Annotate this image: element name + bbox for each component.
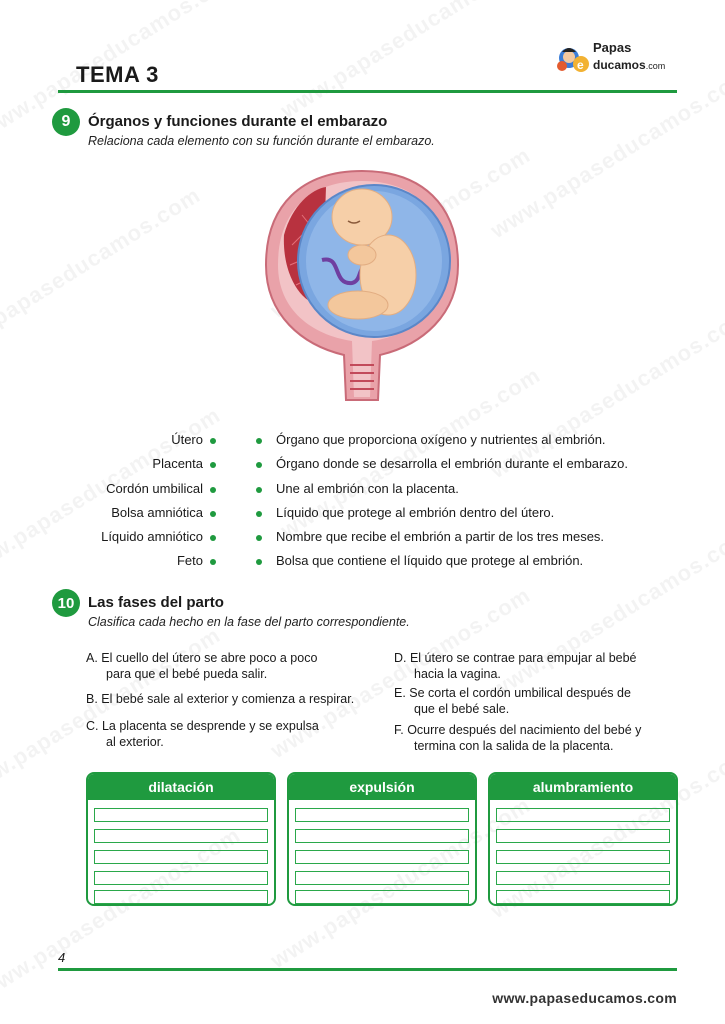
answer-line[interactable] xyxy=(295,871,469,885)
answer-line[interactable] xyxy=(295,808,469,822)
answer-line[interactable] xyxy=(496,871,670,885)
birth-fact-item: B. El bebé sale al exterior y comienza a respirar. xyxy=(86,692,355,706)
answer-line[interactable] xyxy=(496,829,670,843)
match-dot-right[interactable] xyxy=(256,535,262,541)
logo-text-papas: Papas xyxy=(593,40,632,55)
header-divider xyxy=(58,90,677,93)
birth-fact-item: E. Se corta el cordón umbilical después de que el bebé sale. xyxy=(394,686,631,716)
match-term: Cordón umbilical xyxy=(106,481,203,496)
phase-box-alumbramiento xyxy=(488,772,678,906)
match-term: Feto xyxy=(176,553,203,568)
answer-line[interactable] xyxy=(295,829,469,843)
family-logo-icon xyxy=(557,38,591,74)
match-dot-left[interactable] xyxy=(210,511,216,517)
answer-line[interactable] xyxy=(496,808,670,822)
answer-line[interactable] xyxy=(94,808,268,822)
answer-line[interactable] xyxy=(94,890,268,904)
match-definition: Nombre que recibe el embrión a partir de los tres meses. xyxy=(276,529,605,544)
footer-divider xyxy=(58,968,677,971)
birth-fact-item: F. Ocurre después del nacimiento del bebé y termina con la salida de la placenta. xyxy=(394,723,642,753)
match-term: Líquido amniótico xyxy=(101,529,203,544)
answer-line[interactable] xyxy=(94,850,268,864)
answer-line[interactable] xyxy=(94,871,268,885)
phase-box-header: expulsión xyxy=(289,774,475,800)
page-title: TEMA 3 xyxy=(76,62,159,87)
phase-box-dilatacion xyxy=(86,772,276,906)
match-definition: Órgano que proporciona oxígeno y nutrientes al embrión. xyxy=(276,432,606,447)
answer-line[interactable] xyxy=(496,850,670,864)
exercise-title: Órganos y funciones durante el embarazo xyxy=(88,113,388,130)
match-dot-right[interactable] xyxy=(256,511,262,517)
logo-text-educamos: ducamos.com xyxy=(593,58,666,72)
match-term: Placenta xyxy=(152,456,203,471)
phase-box-header: alumbramiento xyxy=(490,774,676,800)
exercise-number-badge: 10 xyxy=(52,589,80,617)
exercise-instructions: Relaciona cada elemento con su función durante el embarazo. xyxy=(88,134,435,148)
match-definition: Une al embrión con la placenta. xyxy=(276,481,459,496)
match-term: Bolsa amniótica xyxy=(111,505,203,520)
page-number: 4 xyxy=(58,950,66,965)
pregnancy-uterus-illustration xyxy=(262,165,462,405)
match-dot-left[interactable] xyxy=(210,487,216,493)
birth-fact-item: D. El útero se contrae para empujar al bebé hacia la vagina. xyxy=(394,651,637,681)
exercise-title: Las fases del parto xyxy=(88,594,224,611)
match-definition: Órgano donde se desarrolla el embrión durante el embarazo. xyxy=(276,456,628,471)
birth-fact-item: C. La placenta se desprende y se expulsa al exterior. xyxy=(86,719,319,749)
match-dot-left[interactable] xyxy=(210,559,216,565)
match-term: Útero xyxy=(171,432,203,447)
match-dot-right[interactable] xyxy=(256,559,262,565)
phase-box-header: dilatación xyxy=(88,774,274,800)
match-definition: Líquido que protege al embrión dentro del útero. xyxy=(276,505,555,520)
match-dot-right[interactable] xyxy=(256,438,262,444)
answer-line[interactable] xyxy=(295,890,469,904)
exercise-number-badge: 9 xyxy=(52,108,80,136)
match-dot-right[interactable] xyxy=(256,487,262,493)
answer-line[interactable] xyxy=(295,850,469,864)
birth-fact-item: A. El cuello del útero se abre poco a poco para que el bebé pueda salir. xyxy=(86,651,318,681)
match-definition: Bolsa que contiene el líquido que protege al embrión. xyxy=(276,553,584,568)
phase-box-expulsion xyxy=(287,772,477,906)
brand-logo xyxy=(557,38,677,78)
answer-line[interactable] xyxy=(94,829,268,843)
answer-line[interactable] xyxy=(496,890,670,904)
match-dot-left[interactable] xyxy=(210,462,216,468)
match-dot-right[interactable] xyxy=(256,462,262,468)
exercise-instructions: Clasifica cada hecho en la fase del parto correspondiente. xyxy=(88,615,410,629)
footer-website: www.papaseducamos.com xyxy=(492,990,677,1006)
svg-text:e: e xyxy=(577,58,584,72)
match-dot-left[interactable] xyxy=(210,535,216,541)
match-dot-left[interactable] xyxy=(210,438,216,444)
